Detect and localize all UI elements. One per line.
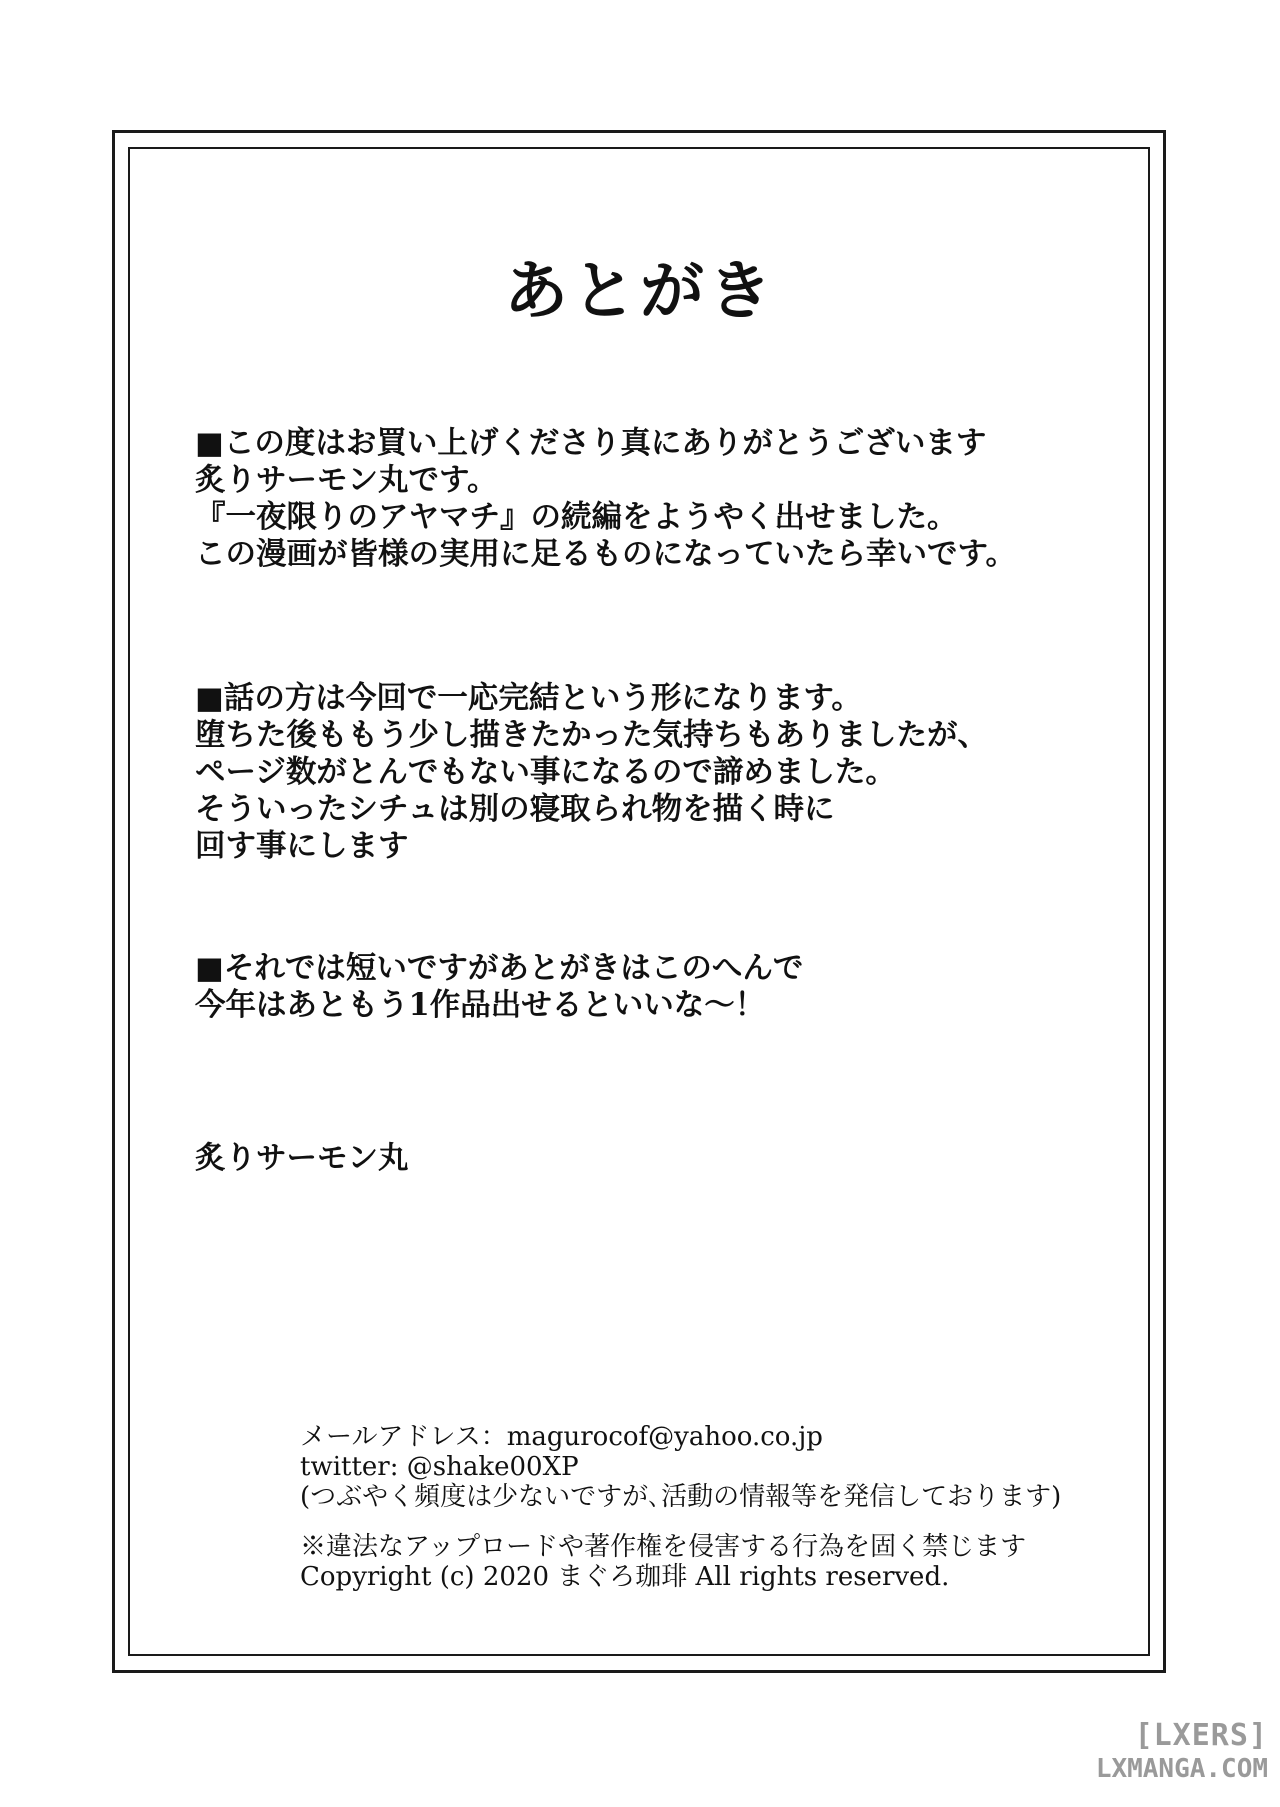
text-line: ■それでは短いですがあとがきはこのへんで: [195, 950, 804, 986]
text-line: ページ数がとんでもない事になるので諦めました。: [195, 754, 896, 790]
text-line: 炙りサーモン丸です。: [195, 462, 498, 498]
site-watermark: [1058, 1719, 1268, 1785]
contact-info: [300, 1422, 1061, 1592]
twitter-note: (つぶやく頻度は少ないですが､活動の情報等を発信しております): [300, 1482, 1062, 1512]
twitter-line: twitter: @shake00XP: [300, 1452, 579, 1482]
text-line: 堕ちた後ももう少し描きたかった気持ちもありましたが、: [195, 717, 988, 753]
spacer: [300, 1512, 1061, 1532]
text-line: 回す事にします: [195, 828, 409, 864]
paragraph-story: [195, 680, 988, 865]
page-title: あとがき: [504, 254, 776, 329]
watermark-top: [LXERS]: [1134, 1718, 1268, 1753]
text-line: ■この度はお買い上げくださり真にありがとうございます: [195, 425, 987, 461]
watermark-bottom: LXMANGA.COM: [1095, 1754, 1268, 1784]
text-line: 今年はあともう1作品出せるといいな～！: [195, 987, 766, 1023]
text-line: 『一夜限りのアヤマチ』の続編をようやく出せました。: [195, 499, 958, 535]
author-signature: 炙りサーモン丸: [195, 1140, 409, 1176]
upload-notice: ※違法なアップロードや著作権を侵害する行為を固く禁じます: [300, 1532, 1027, 1562]
text-line: この漫画が皆様の実用に足るものになっていたら幸いです。: [195, 536, 1017, 572]
text-line: そういったシチュは別の寝取られ物を描く時に: [195, 791, 835, 827]
paragraph-closing: [195, 950, 803, 1024]
text-line: ■話の方は今回で一応完結という形になります。: [195, 680, 862, 716]
email-line: メールアドレス：magurocof@yahoo.co.jp: [300, 1422, 823, 1452]
paragraph-thanks: [195, 425, 1016, 573]
copyright-line: Copyright (c) 2020 まぐろ珈琲 All rights reserved.: [300, 1562, 950, 1592]
